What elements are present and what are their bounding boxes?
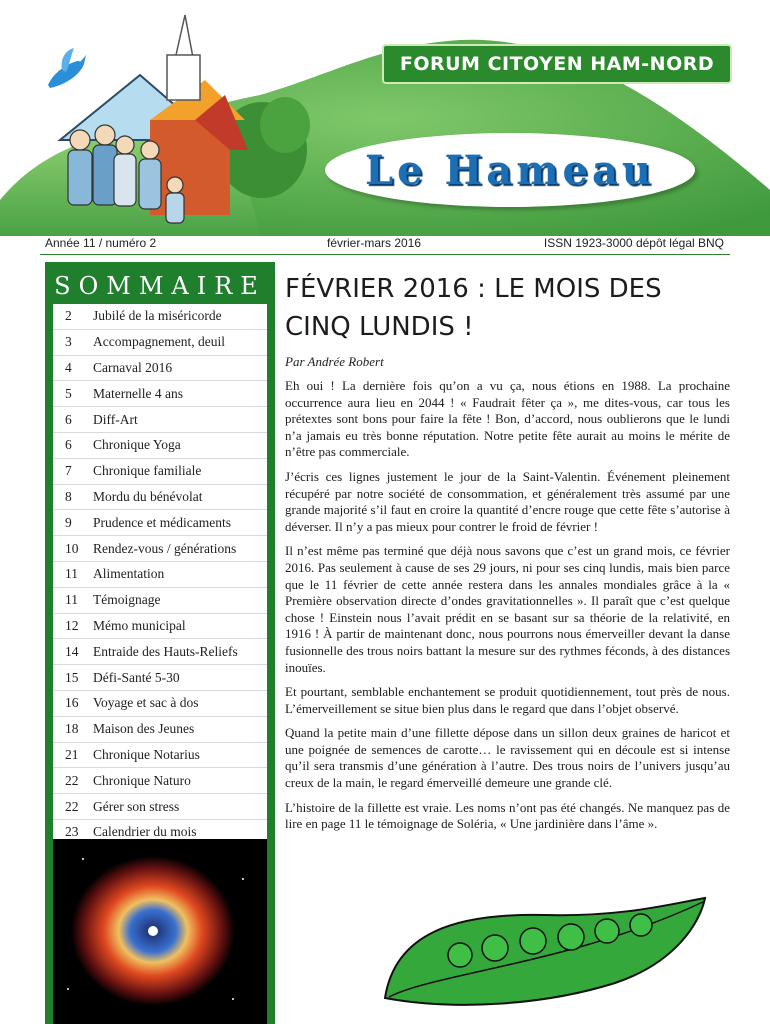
toc-label: Témoignage xyxy=(93,592,161,608)
toc-page-number: 6 xyxy=(65,437,72,453)
toc-page-number: 15 xyxy=(65,669,79,685)
toc-item xyxy=(53,691,267,717)
toc-label: Accompagnement, deuil xyxy=(93,334,225,350)
toc-item xyxy=(53,381,267,407)
toc-item xyxy=(53,562,267,588)
toc-item xyxy=(53,588,267,614)
toc-label: Chronique Naturo xyxy=(93,772,191,788)
toc-page-number: 16 xyxy=(65,695,79,711)
toc-page-number: 18 xyxy=(65,721,79,737)
main-article xyxy=(285,270,730,841)
toc-page-number: 5 xyxy=(65,385,72,401)
article-paragraph: Il n’est même pas terminé que déjà nous savons que c’est un grand mois, ce février 2016. Pas seulement à cause de ses 29 jours, ni pour ses cinq lundis, mais bien parce que le 11 février de cette année restera dans les annales mondiales grâce à la « Première observation directe d’ondes gravitationnelles ». Il paraît que c’est quelque chose ! Einstein nous l’avait prédit en se basant sur sa théorie de la relativité, en 1916 ! À partir de maintenant donc, nous pourrons nous émerveiller devant la danse fusionnelle des trous noirs battant la mesure sur des rythmes féconds, à des distances inouïes. xyxy=(285,543,730,675)
toc-label: Gérer son stress xyxy=(93,798,180,814)
issue-number: Année 11 / numéro 2 xyxy=(45,236,157,250)
toc-item xyxy=(53,330,267,356)
toc-page-number: 11 xyxy=(65,592,78,608)
toc-label: Chronique Yoga xyxy=(93,437,181,453)
toc-page-number: 4 xyxy=(65,359,72,375)
toc-page-number: 22 xyxy=(65,772,79,788)
toc-label: Calendrier du mois xyxy=(93,824,197,840)
toc-page-number: 12 xyxy=(65,617,79,633)
toc-page-number: 6 xyxy=(65,411,72,427)
bird-icon xyxy=(48,48,86,88)
toc-page-number: 21 xyxy=(65,746,79,762)
nebula-image xyxy=(53,839,267,1024)
toc-label: Diff-Art xyxy=(93,411,138,427)
toc-label: Chronique Notarius xyxy=(93,746,200,762)
toc-label: Maison des Jeunes xyxy=(93,721,195,737)
article-body xyxy=(285,378,730,833)
toc-item xyxy=(53,510,267,536)
toc-item xyxy=(53,614,267,640)
toc-label: Défi-Santé 5-30 xyxy=(93,669,180,685)
article-paragraph: L’histoire de la fillette est vraie. Les noms n’ont pas été changés. Ne manquez pas de lire en page 11 le témoignage de Soléria, « Une jardinière dans l’âme ». xyxy=(285,799,730,832)
article-paragraph: Quand la petite main d’une fillette dépose dans un sillon deux graines de haricot et une poignée de semences de carotte… le ravissement qui en découle est si intense qu’il sera transmis d’une génération à l’autre. Des trous noirs de l’univers jusqu’au creux de la main, le regard émerveillé demeure une grande clé. xyxy=(285,725,730,791)
toc-label: Mémo municipal xyxy=(93,617,186,633)
toc-item xyxy=(53,665,267,691)
toc-label: Prudence et médicaments xyxy=(93,514,231,530)
title-oval xyxy=(325,133,695,207)
toc-item xyxy=(53,433,267,459)
toc-label: Voyage et sac à dos xyxy=(93,695,199,711)
toc-page-number: 11 xyxy=(65,566,78,582)
toc-label: Mordu du bénévolat xyxy=(93,488,203,504)
toc-item xyxy=(53,485,267,511)
toc-page-number: 10 xyxy=(65,540,79,556)
masthead-illustration xyxy=(0,0,770,236)
article-paragraph: Eh oui ! La dernière fois qu’on a vu ça, nous étions en 1988. La prochaine occurrence aura lieu en 2044 ! « Faudrait fêter ça », me dites-vous, car tous les prétextes sont bons pour faire la fête ! Bon, d’accord, nous oublierons que le lundi n’a jamais eu très bonne réputation. Notre petite fête aurait au moins le mérite de n’être pas commerciale. xyxy=(285,378,730,460)
toc-page-number: 9 xyxy=(65,514,72,530)
toc-page-number: 3 xyxy=(65,334,72,350)
toc-page-number: 8 xyxy=(65,488,72,504)
toc-page-number: 14 xyxy=(65,643,79,659)
divider xyxy=(40,254,730,255)
toc-label: Maternelle 4 ans xyxy=(93,385,183,401)
toc-label: Chronique familiale xyxy=(93,463,202,479)
toc-item xyxy=(53,407,267,433)
toc-item xyxy=(53,356,267,382)
sommaire-panel xyxy=(45,262,275,1024)
peapod-illustration xyxy=(375,893,720,1013)
toc-item xyxy=(53,794,267,820)
article-author: Par Andrée Robert xyxy=(285,354,384,369)
toc-label: Rendez-vous / générations xyxy=(93,540,237,556)
toc-list xyxy=(53,304,267,846)
toc-item xyxy=(53,717,267,743)
sommaire-title: SOMMAIRE xyxy=(54,272,266,300)
toc-label: Entraide des Hauts-Reliefs xyxy=(93,643,238,659)
issue-info-line xyxy=(0,236,770,254)
toc-item xyxy=(53,639,267,665)
forum-banner: FORUM CITOYEN HAM-NORD xyxy=(382,44,732,84)
toc-item xyxy=(53,536,267,562)
masthead xyxy=(0,0,770,236)
toc-item xyxy=(53,304,267,330)
article-paragraph: Et pourtant, semblable enchantement se produit quotidiennement, tout près de nous. L’émerveillement se situe bien plus dans le regard que dans l’objet observé. xyxy=(285,684,730,716)
toc-item xyxy=(53,459,267,485)
toc-label: Carnaval 2016 xyxy=(93,359,173,375)
issn-text: ISSN 1923-3000 dépôt légal BNQ xyxy=(543,236,724,250)
toc-page-number: 7 xyxy=(65,463,72,479)
issue-date: février-mars 2016 xyxy=(327,236,422,250)
toc-page-number: 2 xyxy=(65,308,72,324)
toc-item xyxy=(53,768,267,794)
toc-page-number: 22 xyxy=(65,798,79,814)
toc-label: Alimentation xyxy=(93,566,165,582)
toc-page-number: 23 xyxy=(65,824,79,840)
article-title: FÉVRIER 2016 : LE MOIS DES CINQ LUNDIS ! xyxy=(285,274,662,342)
newsletter-title: Le Hameau xyxy=(365,146,655,194)
article-paragraph: J’écris ces lignes justement le jour de la Saint-Valentin. Événement pleinement récupéré par notre société de consommation, et généralement très assumé par une grande majorité s’il faut en croire la quantité d’encre rouge que cette fête s’autorise à déverser. Il n’y a pas mieux pour contrer le froid de février ! xyxy=(285,468,730,534)
toc-label: Jubilé de la miséricorde xyxy=(93,308,222,324)
toc-item xyxy=(53,743,267,769)
